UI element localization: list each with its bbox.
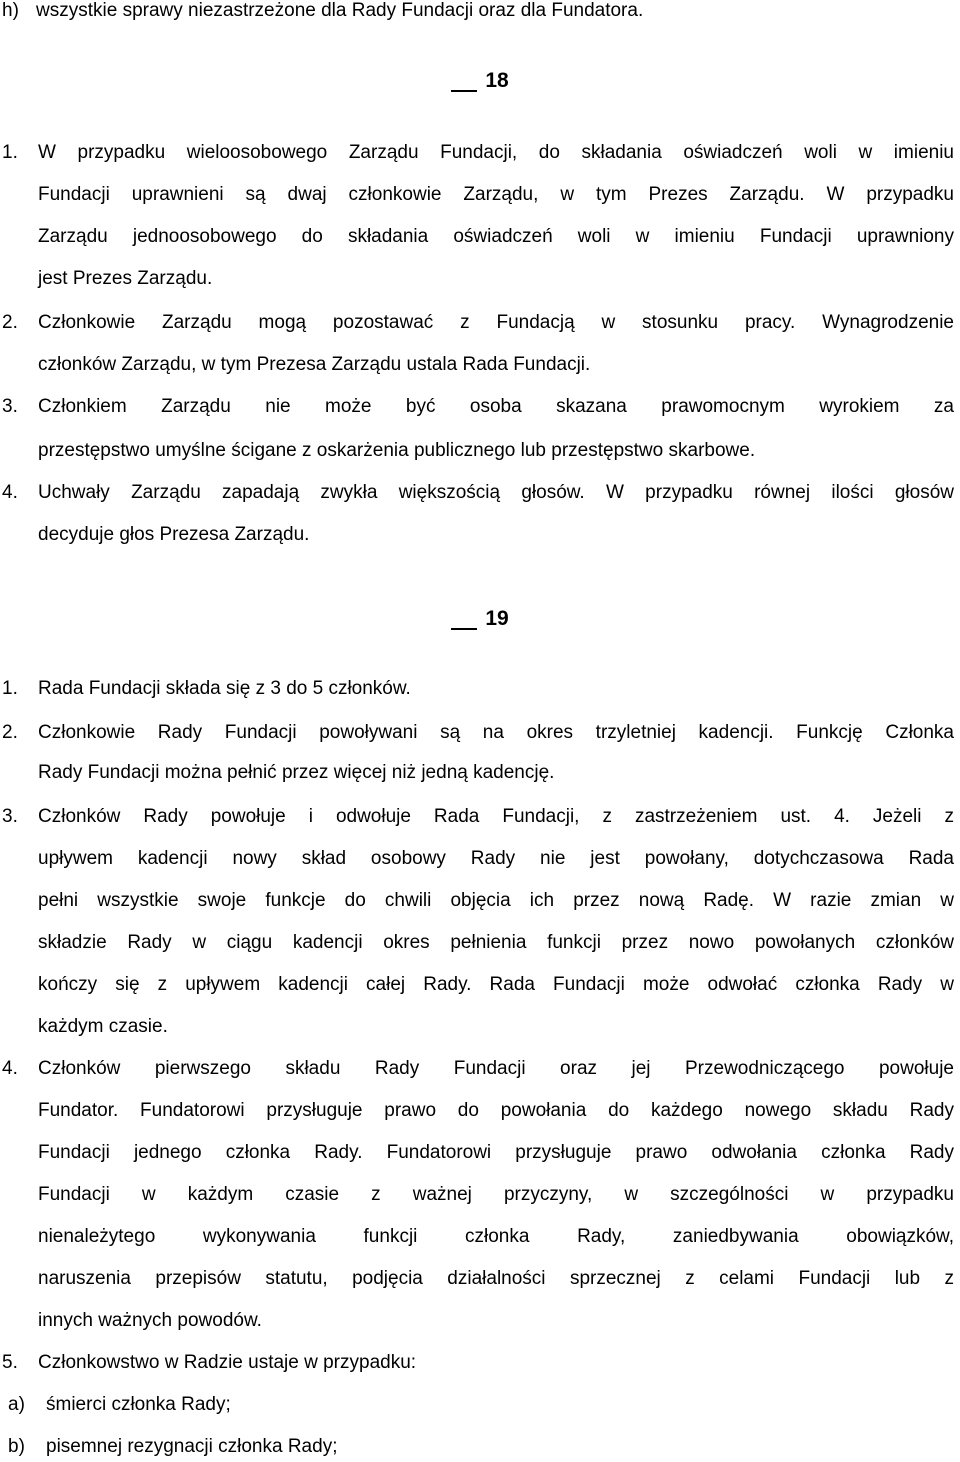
paragraph-number: 3. [2, 806, 18, 827]
paragraph-line: Fundacji jednego członka Rady. Fundatorowi przysługuje prawo odwołania członka Rady [38, 1142, 954, 1163]
paragraph-line: członków Zarządu, w tym Prezesa Zarządu ustala Rada Fundacji. [38, 354, 591, 375]
section-heading-18 [0, 68, 960, 94]
paragraph-line: Członków pierwszego składu Rady Fundacji oraz jej Przewodniczącego powołuje [38, 1058, 954, 1079]
list-item-text: śmierci członka Rady; [46, 1394, 231, 1415]
paragraph-line: przestępstwo umyślne ścigane z oskarżenia publicznego lub przestępstwo skarbowe. [38, 440, 756, 461]
paragraph-line: składzie Rady w ciągu kadencji okres pełnienia funkcji przez nowo powołanych członków [38, 932, 954, 953]
paragraph-line: upływem kadencji nowy skład osobowy Rady nie jest powołany, dotychczasowa Rada [38, 848, 954, 869]
list-marker: b) [8, 1436, 25, 1457]
paragraph-line: Rady Fundacji można pełnić przez więcej niż jedną kadencję. [38, 762, 555, 783]
paragraph-line: pełni wszystkie swoje funkcje do chwili objęcia ich przez nową Radę. W razie zmian w [38, 890, 954, 911]
paragraph-number: 4. [2, 482, 18, 503]
section-number: 18 [451, 68, 508, 94]
paragraph-line: Zarządu jednoosobowego do składania oświadczeń woli w imieniu Fundacji uprawniony [38, 226, 954, 247]
paragraph-number: 5. [2, 1352, 18, 1373]
list-item-text: wszystkie sprawy niezastrzeżone dla Rady Fundacji oraz dla Fundatora. [36, 0, 644, 21]
paragraph-number: 4. [2, 1058, 18, 1079]
paragraph-line: innych ważnych powodów. [38, 1310, 262, 1331]
paragraph-line: Fundacji w każdym czasie z ważnej przyczyny, w szczególności w przypadku [38, 1184, 954, 1205]
paragraph-line: Rada Fundacji składa się z 3 do 5 członków. [38, 678, 411, 699]
paragraph-number: 3. [2, 396, 18, 417]
paragraph-number: 1. [2, 678, 18, 699]
paragraph-line: decyduje głos Prezesa Zarządu. [38, 524, 310, 545]
paragraph-line: Członkiem Zarządu nie może być osoba skazana prawomocnym wyrokiem za [38, 396, 954, 417]
paragraph-line: Uchwały Zarządu zapadają zwykła większością głosów. W przypadku równej ilości głosów [38, 482, 954, 503]
paragraph-line: Fundator. Fundatorowi przysługuje prawo do powołania do każdego nowego składu Rady [38, 1100, 954, 1121]
paragraph-number: 2. [2, 312, 18, 333]
paragraph-number: 2. [2, 722, 18, 743]
paragraph-line: kończy się z upływem kadencji całej Rady. Rada Fundacji może odwołać członka Rady w [38, 974, 954, 995]
paragraph-line: Członkowstwo w Radzie ustaje w przypadku: [38, 1352, 417, 1373]
paragraph-line: Fundacji uprawnieni są dwaj członkowie Zarządu, w tym Prezes Zarządu. W przypadku [38, 184, 954, 205]
paragraph-line: Członkowie Zarządu mogą pozostawać z Fundacją w stosunku pracy. Wynagrodzenie [38, 312, 954, 333]
list-marker: a) [8, 1394, 25, 1415]
list-marker: h) [2, 0, 19, 21]
paragraph-line: naruszenia przepisów statutu, podjęcia działalności sprzecznej z celami Fundacji lub z [38, 1268, 954, 1289]
section-heading-19 [0, 606, 960, 632]
paragraph-number: 1. [2, 142, 18, 163]
section-number: 19 [451, 606, 508, 632]
paragraph-line: jest Prezes Zarządu. [38, 268, 213, 289]
paragraph-line: Członków Rady powołuje i odwołuje Rada Fundacji, z zastrzeżeniem ust. 4. Jeżeli z [38, 806, 954, 827]
paragraph-line: Członkowie Rady Fundacji powoływani są na okres trzyletniej kadencji. Funkcję Członka [38, 722, 954, 743]
paragraph-line: każdym czasie. [38, 1016, 168, 1037]
paragraph-line: nienależytego wykonywania funkcji członka Rady, zaniedbywania obowiązków, [38, 1226, 954, 1247]
paragraph-line: W przypadku wieloosobowego Zarządu Fundacji, do składania oświadczeń woli w imieniu [38, 142, 954, 163]
list-item-text: pisemnej rezygnacji członka Rady; [46, 1436, 338, 1457]
